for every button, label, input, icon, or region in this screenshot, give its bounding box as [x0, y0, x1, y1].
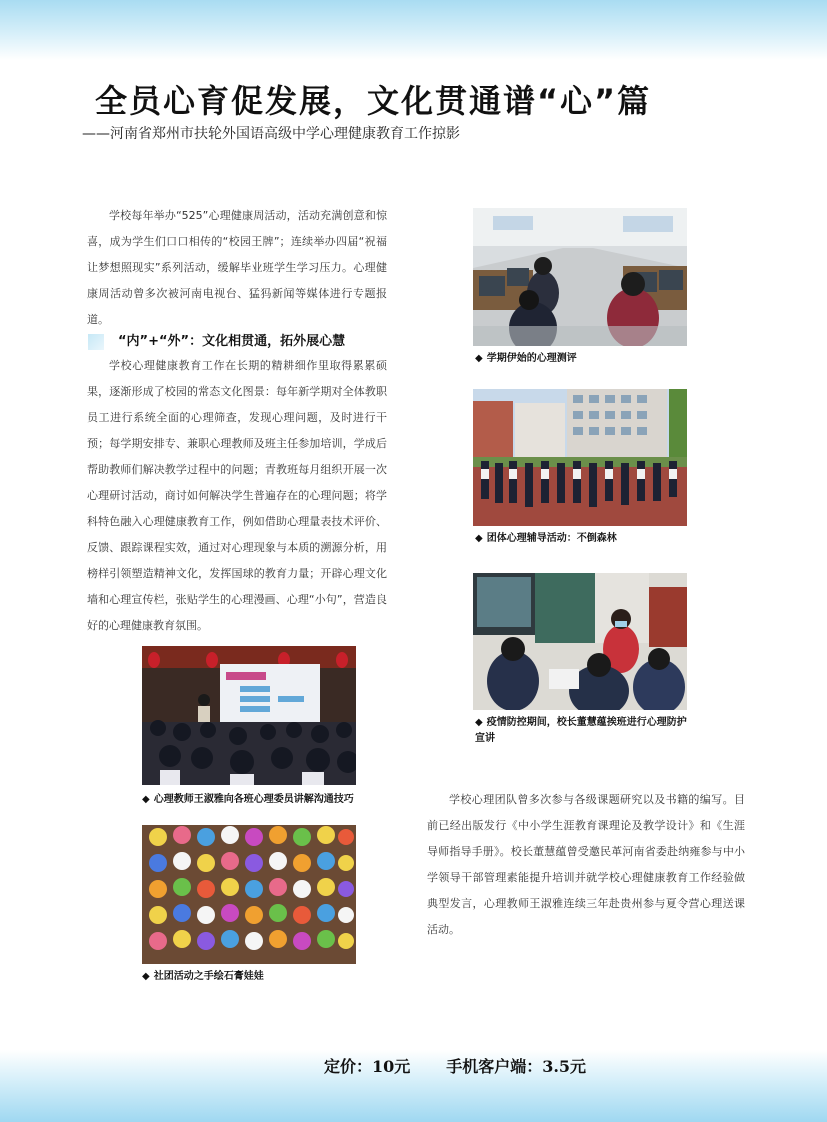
- top-gradient-band: [0, 0, 827, 60]
- caption-computer-lab: [475, 351, 695, 367]
- caption-text: 心理教师王淑雅向各班心理委员讲解沟通技巧: [153, 794, 354, 805]
- photo-group-activity: [473, 389, 687, 526]
- photo-teacher-lecture-image: [142, 646, 356, 785]
- price-footer: [0, 1054, 827, 1077]
- photo-principal-lecture-image: [473, 573, 687, 710]
- photo-principal-lecture: [473, 573, 687, 710]
- section-heading: [88, 328, 388, 352]
- caption-group-activity: [475, 531, 695, 547]
- caption-text: 学期伊始的心理测评: [486, 353, 577, 364]
- page-title: 全员心育促发展，文化贯通谱“心”篇: [95, 82, 652, 120]
- paragraph-research: 学校心理团队曾多次参与各级课题研究以及书籍的编写。目前已经出版发行《中小学生涯教育课理论及教学设计》和《生涯导师指导手册》。校长董慧蕴曾受邀民革河南省委赴纳雍参与中小学领导干部管理素能提升培训并就学校心理健康教育工作经验做典型发言，心理教师王淑雅连续三年赴贵州参与夏令营心理送课活动。: [427, 793, 745, 936]
- photo-group-activity-image: [473, 389, 687, 526]
- caption-text: 社团活动之手绘石膏娃娃: [153, 971, 264, 982]
- caption-teacher-lecture: [142, 792, 382, 808]
- mobile-price: 手机客户端：3.5元: [446, 1057, 587, 1076]
- page-subtitle: ——河南省郑州市扶轮外国语高级中学心理健康教育工作掠影: [82, 126, 460, 142]
- caption-bullet: ◆: [142, 794, 150, 805]
- caption-text: 疫情防控期间，校长董慧蕴挨班进行心理防护宣讲: [475, 717, 687, 744]
- photo-computer-lab-image: [473, 208, 687, 346]
- photo-plaster-dolls-image: [142, 825, 356, 964]
- photo-plaster-dolls: [142, 825, 356, 964]
- photo-teacher-lecture: [142, 646, 356, 785]
- caption-bullet: ◆: [142, 971, 150, 982]
- caption-principal-lecture: [475, 715, 695, 747]
- caption-text: 团体心理辅导活动：不倒森林: [486, 533, 617, 544]
- print-price: 定价：10元: [323, 1057, 411, 1076]
- caption-plaster-dolls: [142, 969, 382, 985]
- paragraph-intro: 学校每年举办“525”心理健康周活动，活动充满创意和惊喜，成为学生们口口相传的“校园王牌”；连续举办四届“祝福让梦想照现实”系列活动，缓解毕业班学生学习压力。心理健康周活动曾多次被河南电视台、猛犸新闻等媒体进行专题报道。: [87, 209, 387, 326]
- caption-bullet: ◆: [475, 353, 483, 364]
- photo-computer-lab: [473, 208, 687, 346]
- section-heading-text: “内”+“外”：文化相贯通，拓外展心慧: [118, 334, 346, 349]
- paragraph-culture: 学校心理健康教育工作在长期的精耕细作里取得累累硕果，逐渐形成了校园的常态文化图景：每年新学期对全体教职员工进行系统全面的心理筛查，发现心理问题，及时进行干预；每学期安排专、兼职心理教师及班主任参加培训，学成后帮助教师们解决教学过程中的问题；青教班每月组织开展一次心理研讨活动，商讨如何解决学生普遍存在的心理问题；将学科特色融入心理健康教育工作，例如借助心理量表技术评价、反馈、跟踪课程实效，通过对心理现象与本质的溯源分析，用榜样引领塑造精神文化，发挥国球的教育力量；开辟心理文化墙和心理宣传栏，张贴学生的心理漫画、心理“小句”，营造良好的心理健康教育氛围。: [87, 359, 387, 632]
- heading-decoration: [88, 334, 104, 350]
- caption-bullet: ◆: [475, 533, 483, 544]
- caption-bullet: ◆: [475, 717, 483, 728]
